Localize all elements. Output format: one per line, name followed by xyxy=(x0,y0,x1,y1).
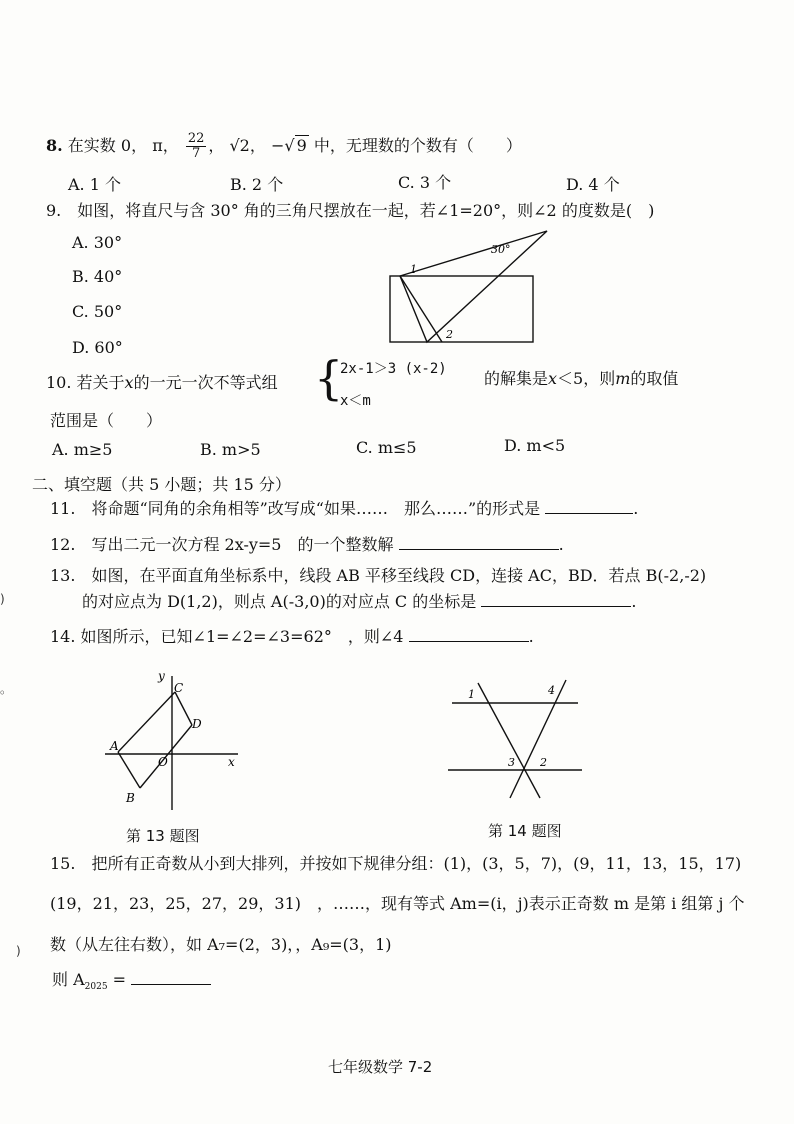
q10-inequality-1: 2x-1＞3 (x-2) xyxy=(340,361,447,377)
q13-end: . xyxy=(631,592,637,611)
q14-label-3: 3 xyxy=(508,756,515,769)
q13-segment-cd xyxy=(175,692,192,725)
q8-suffix: 中，无理数的个数有（ ） xyxy=(313,136,522,155)
q13-label-b: B xyxy=(126,791,135,805)
q10-line1-suffix xyxy=(484,366,678,389)
q10-inequality-2: x＜m xyxy=(340,393,371,409)
q8-frac-num: 22 xyxy=(187,131,205,146)
q13-answer-blank[interactable] xyxy=(481,592,631,607)
q14-transversal-right xyxy=(510,680,566,798)
q14-label-1: 1 xyxy=(468,688,475,701)
q8-option-c[interactable]: C. 3 个 xyxy=(398,173,452,192)
q14-label-2: 2 xyxy=(540,756,547,769)
q10-option-d[interactable]: D. m<5 xyxy=(504,436,566,455)
q14-label-4: 4 xyxy=(548,684,555,697)
q9-option-c[interactable]: C. 50° xyxy=(72,302,123,321)
q10-line1 xyxy=(46,370,278,393)
q13-line2 xyxy=(82,589,636,612)
q10-suffix-a: 的解集是 xyxy=(484,369,549,388)
q13-label-y: y xyxy=(158,669,165,683)
q9-triangle-edge xyxy=(400,276,442,342)
q9-triangle xyxy=(400,231,547,342)
q9-figure xyxy=(380,225,550,350)
q15-line2: (19，21，23，25，27，29，31) ，……，现有等式 Am=(i，j)表示正奇数 m 是第 i 组第 j 个 xyxy=(50,894,745,913)
q8-option-d[interactable]: D. 4 个 xyxy=(566,175,620,194)
q8-item-pi: π， xyxy=(152,136,179,155)
q13-label-o: O xyxy=(158,755,168,769)
q8-neg: −√ xyxy=(270,136,295,155)
q8-rad9: 9 xyxy=(296,136,307,155)
q15-line3: 数（从左往右数），如 A₇=(2，3)，，A₉=(3，1) xyxy=(50,935,392,954)
q10-brace: { xyxy=(314,351,344,405)
q10-var-x: x xyxy=(124,373,134,392)
q14-end: . xyxy=(528,627,534,646)
q9-option-b[interactable]: B. 40° xyxy=(72,267,123,286)
q11-line xyxy=(50,496,638,519)
q8-sep: ， xyxy=(208,136,225,155)
q9-text: 9. 如图，将直尺与含 30° 角的三角尺摆放在一起，若∠1=20°，则∠2 的度数是( ) xyxy=(46,201,655,220)
q8-frac-den: 7 xyxy=(191,146,201,161)
q15-answer-blank[interactable] xyxy=(131,970,211,985)
q8-number: 8. xyxy=(46,136,63,155)
q8-line xyxy=(46,132,522,161)
q8-option-a[interactable]: A. 1 个 xyxy=(68,175,121,194)
q9-option-a[interactable]: A. 30° xyxy=(72,233,123,252)
q12-answer-blank[interactable] xyxy=(399,535,559,550)
q8-fraction xyxy=(186,132,207,161)
q9-label-30: 30° xyxy=(491,243,511,256)
margin-mark-3: ) xyxy=(16,944,21,958)
q13-caption: 第 13 题图 xyxy=(126,827,200,845)
q13-segment-ab xyxy=(118,752,140,788)
q12-text: 12. 写出二元一次方程 2x-y=5 的一个整数解 xyxy=(50,535,394,554)
q9-ruler xyxy=(390,276,533,342)
q12-end: . xyxy=(558,535,564,554)
q14-text: 14. 如图所示，已知∠1=∠2=∠3=62° ，则∠4 xyxy=(50,627,404,646)
q10-option-b[interactable]: B. m>5 xyxy=(200,440,261,459)
q14-transversal-left xyxy=(478,683,540,798)
q8-sqrt2: √2 xyxy=(229,136,250,155)
margin-mark-1: ) xyxy=(0,592,5,606)
section2-title: 二、填空题（共 5 小题；共 15 分） xyxy=(32,475,291,494)
q13-segment-ac xyxy=(118,692,175,752)
q14-caption: 第 14 题图 xyxy=(488,822,562,840)
q10-option-a[interactable]: A. m≥5 xyxy=(52,440,113,459)
q12-line xyxy=(50,532,564,555)
q10-prefix: 10. 若关于 xyxy=(46,373,125,392)
q9-label-2: 2 xyxy=(446,328,453,341)
q9-label-1: 1 xyxy=(410,263,417,276)
q13-line2-text: 的对应点为 D(1,2)，则点 A(-3,0)的对应点 C 的坐标是 xyxy=(82,592,477,611)
q11-end: . xyxy=(633,499,639,518)
margin-mark-2: 。 xyxy=(0,682,13,696)
q11-answer-blank[interactable] xyxy=(545,499,633,514)
q15-line4-sub: 2025 xyxy=(84,982,108,993)
q14-answer-blank[interactable] xyxy=(409,627,529,642)
q10-mid: 的一元一次不等式组 xyxy=(133,373,278,392)
q14-figure xyxy=(448,668,588,803)
q10-suffix-b: ＜5，则 xyxy=(557,369,616,388)
q10-sol: x xyxy=(548,369,558,388)
q15-line4-eq: = xyxy=(107,970,127,989)
page-footer: 七年级数学 7-2 xyxy=(328,1058,433,1076)
q11-text: 11. 将命题“同角的余角相等”改写成“如果…… 那么……”的形式是 xyxy=(50,499,541,518)
q8-sep2: ， xyxy=(249,136,266,155)
q15-line4-prefix: 则 A xyxy=(52,970,85,989)
q13-label-c: C xyxy=(174,681,184,695)
q13-line1: 13. 如图，在平面直角坐标系中，线段 AB 平移至线段 CD，连接 AC，BD．若点 B(-2,-2) xyxy=(50,566,707,585)
q8-item-zero: 0， xyxy=(120,136,148,155)
q13-label-d: D xyxy=(192,717,202,731)
q10-suffix-c: 的取值 xyxy=(630,369,679,388)
q13-label-x: x xyxy=(228,755,235,769)
q15-line1: 15. 把所有正奇数从小到大排列，并按如下规律分组：(1)，(3，5，7)，(9，11，13，15，17) xyxy=(50,854,742,873)
q10-line2: 范围是（ ） xyxy=(50,411,163,430)
q13-figure xyxy=(100,662,250,812)
q8-prefix: 在实数 xyxy=(67,136,116,155)
q9-option-d[interactable]: D. 60° xyxy=(72,338,123,357)
q13-label-a: A xyxy=(110,739,119,753)
q10-option-c[interactable]: C. m≤5 xyxy=(356,438,417,457)
q14-line xyxy=(50,624,534,647)
q15-line4 xyxy=(52,967,211,992)
q8-option-b[interactable]: B. 2 个 xyxy=(230,175,284,194)
q10-var-m: m xyxy=(615,369,631,388)
